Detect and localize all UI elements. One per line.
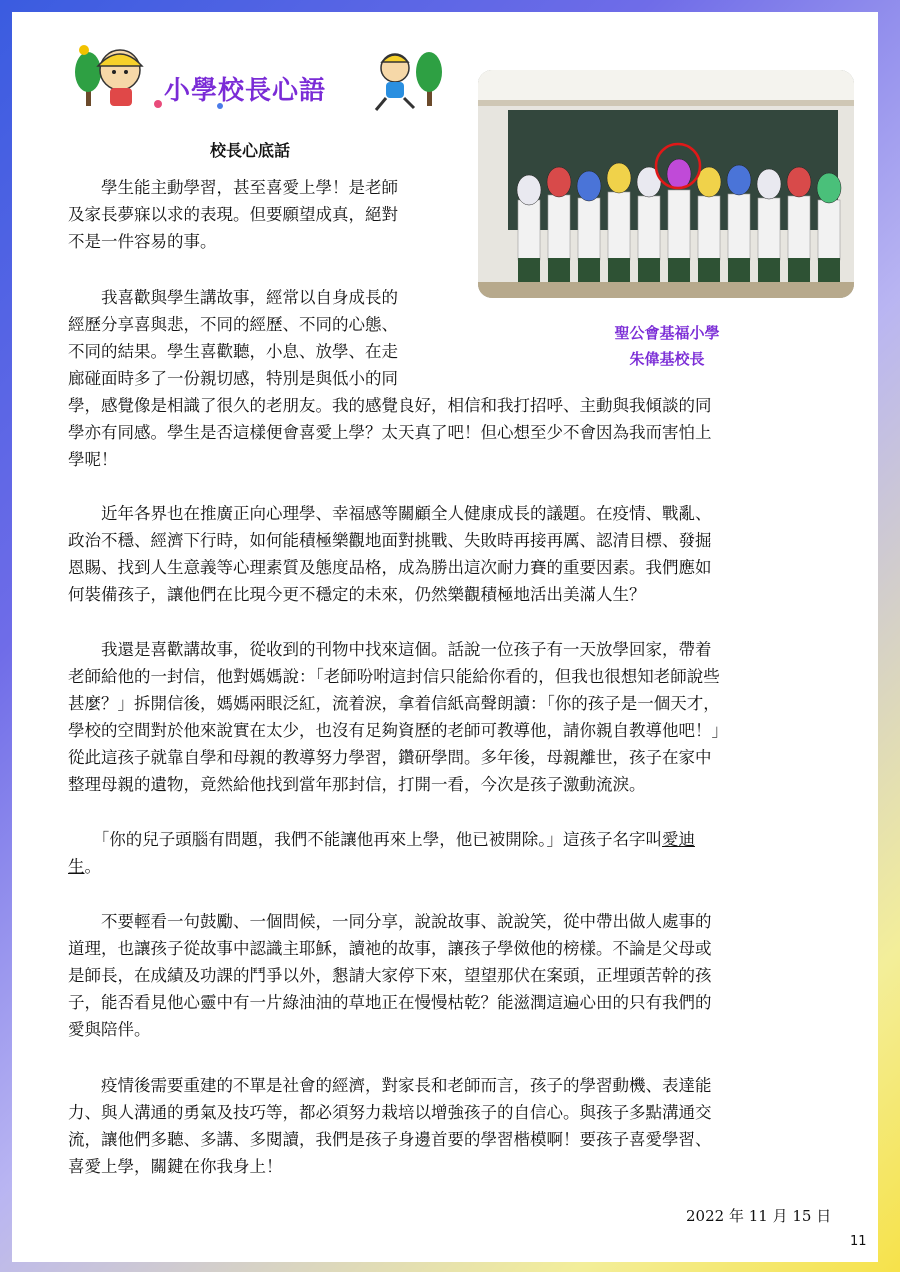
text-line: 恩賜、找到人生意義等心理素質及態度品格，成為勝出這次耐力賽的重要因素。我們應如 xyxy=(68,558,712,577)
paragraph-3 xyxy=(68,500,712,608)
text-line: 我還是喜歡講故事，從收到的刊物中找來這個。話說一位孩子有一天放學回家，帶着 xyxy=(68,640,712,659)
text-line: 從此這孩子就靠自學和母親的教導努力學習，鑽研學問。多年後，母親離世，孩子在家中 xyxy=(68,748,712,767)
paragraph-7 xyxy=(68,1072,712,1180)
running-child-icon xyxy=(376,54,414,110)
text-line: 不同的結果。學生喜歡聽，小息、放學、在走 xyxy=(68,342,398,361)
text-line: 疫情後需要重建的不單是社會的經濟，對家長和老師而言，孩子的學習動機、表達能 xyxy=(68,1076,712,1095)
text-segment: 。 xyxy=(84,857,101,876)
paragraph-6 xyxy=(68,908,712,1043)
text-line: 經歷分享喜與悲，不同的經歷、不同的心態、 xyxy=(68,315,398,334)
name-edison: 生 xyxy=(68,857,85,876)
text-line: 政治不穩、經濟下行時，如何能積極樂觀地面對挑戰、失敗時再接再厲、認清目標、發掘 xyxy=(68,531,712,550)
paragraph-1 xyxy=(68,174,398,255)
text-line: 力、與人溝通的勇氣及技巧等，都必須努力栽培以增強孩子的自信心。與孩子多點溝通交 xyxy=(68,1103,712,1122)
paragraph-5 xyxy=(68,826,695,880)
text-line: 老師給他的一封信，他對媽媽說：「老師吩咐這封信只能給你看的，但我也很想知老師說些 xyxy=(68,667,720,686)
text-line: 廊碰面時多了一份親切感，特別是與低小的同 xyxy=(68,369,398,388)
text-line: 甚麼？」拆開信後，媽媽兩眼泛紅，流着淚，拿着信紙高聲朗讀：「你的孩子是一個天才， xyxy=(68,694,720,713)
text-line: 學，感覺像是相識了很久的老朋友。我的感覺良好，相信和我打招呼、主動與我傾談的同 xyxy=(68,396,712,415)
banner-title: 小學校長心語 xyxy=(164,76,327,106)
sun-icon xyxy=(79,45,89,55)
text-line: 愛與陪伴。 xyxy=(68,1020,151,1039)
text-line: 不是一件容易的事。 xyxy=(68,232,217,251)
text-line: 道理，也讓孩子從故事中認識主耶穌，讀祂的故事，讓孩子學傚他的榜樣。不論是父母或 xyxy=(68,939,712,958)
text-line xyxy=(68,853,695,880)
text-line: 是師長，在成績及功課的鬥爭以外，懇請大家停下來，望望那伏在案頭，正埋頭苦幹的孩 xyxy=(68,966,712,985)
text-line xyxy=(68,826,695,853)
article-date: 2022 年 11 月 15 日 xyxy=(686,1207,832,1225)
tree-icon xyxy=(416,52,442,106)
text-line: 子，能否看見他心靈中有一片綠油油的草地正在慢慢枯乾？能滋潤這遍心田的只有我們的 xyxy=(68,993,712,1012)
text-line: 學呢！ xyxy=(68,450,118,469)
text-line: 我喜歡與學生講故事，經常以自身成長的 xyxy=(68,288,398,307)
text-line: 學亦有同感。學生是否這樣便會喜愛上學？太天真了吧！但心想至少不會因為我而害怕上 xyxy=(68,423,712,442)
paragraph-4 xyxy=(68,636,728,798)
text-line: 何裝備孩子，讓他們在比現今更不穩定的未來，仍然樂觀積極地活出美滿人生？ xyxy=(68,585,646,604)
tree-icon xyxy=(75,52,101,106)
class-photo xyxy=(478,70,854,298)
text-line: 學校的空間對於他來說實在太少，也沒有足夠資歷的老師可教導他，請你親自教導他吧！」 xyxy=(68,721,728,740)
running-child-icon xyxy=(98,50,142,106)
text-line: 不要輕看一句鼓勵、一個問候，一同分享，說說故事、說說笑，從中帶出做人處事的 xyxy=(68,912,712,931)
text-line: 及家長夢寐以求的表現。但要願望成真，絕對 xyxy=(68,205,398,224)
text-line: 整理母親的遺物，竟然給他找到當年那封信，打開一看，今次是孩子激動流淚。 xyxy=(68,775,646,794)
text-line: 近年各界也在推廣正向心理學、幸福感等關顧全人健康成長的議題。在疫情、戰亂、 xyxy=(68,504,712,523)
class-photo-image xyxy=(478,70,854,298)
photo-caption-school: 聖公會基福小學 xyxy=(614,324,720,342)
text-line: 喜愛上學，關鍵在你我身上！ xyxy=(68,1157,283,1176)
text-line: 流，讓他們多聽、多講、多閱讀，我們是孩子身邊首要的學習楷模啊！要孩子喜愛學習、 xyxy=(68,1130,712,1149)
text-segment: 「你的兒子頭腦有問題，我們不能讓他再來上學，他已被開除。」這孩子名字叫 xyxy=(68,830,662,849)
article-heading: 校長心底話 xyxy=(210,141,291,160)
page-number: 11 xyxy=(850,1234,867,1249)
text-line: 學生能主動學習，甚至喜愛上學！是老師 xyxy=(68,178,398,197)
paragraph-2 xyxy=(68,284,712,473)
name-edison: 愛迪 xyxy=(662,830,695,849)
photo-caption-principal: 朱偉基校長 xyxy=(629,350,705,368)
